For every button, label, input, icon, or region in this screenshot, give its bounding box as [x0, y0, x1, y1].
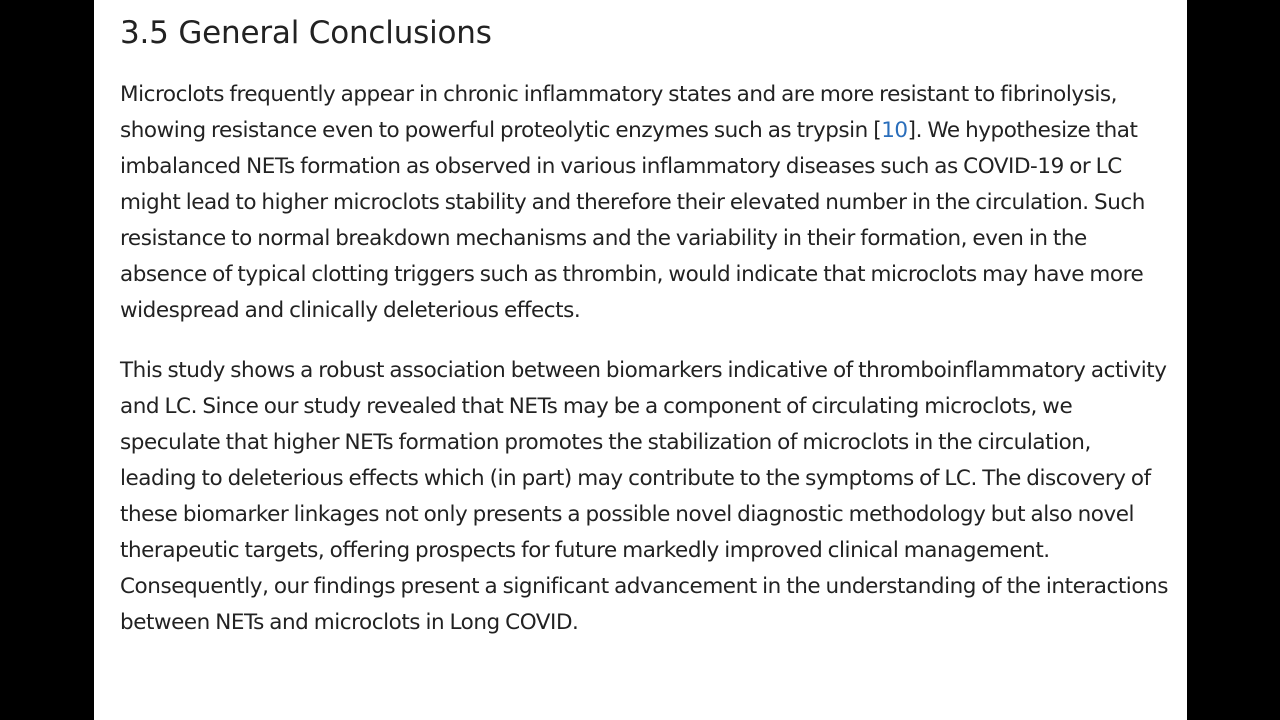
paragraph-1-text-start: Microclots frequently appear in chronic inflammatory states and are more resistant to fibrinolysis, showing resistance even to powerful proteolytic enzymes such as trypsin [: [120, 82, 1118, 143]
paragraph-1-text-end: ]. We hypothesize that imbalanced NETs formation as observed in various inflammatory diseases such as COVID-19 or LC might lead to higher microclots stability and therefore their elevated number in the circulation. Such resistance to normal breakdown mechanisms and the variability in their formation, even in the absence of typical clotting triggers such as thrombin, would indicate that microclots may have more widespread and clinically deleterious effects.: [120, 118, 1145, 323]
section-heading: 3.5 General Conclusions: [120, 15, 492, 51]
article-page: [94, 0, 1187, 720]
paragraph-study-summary: This study shows a robust association between biomarkers indicative of thromboinflammatory activity and LC. Since our study revealed that NETs may be a component of circulating microclots, we speculate that higher NETs formation promotes the stabilization of microclots in the circulation, leading to deleterious effects which (in part) may contribute to the symptoms of LC. The discovery of these biomarker linkages not only presents a possible novel diagnostic methodology but also novel therapeutic targets, offering prospects for future markedly improved clinical management. Consequently, our findings present a significant advancement in the understanding of the interactions between NETs and microclots in Long COVID.: [120, 358, 1168, 635]
paragraph-microclots: [120, 77, 1170, 329]
reference-link-10[interactable]: 10: [881, 118, 908, 143]
article-content: [120, 10, 1170, 641]
